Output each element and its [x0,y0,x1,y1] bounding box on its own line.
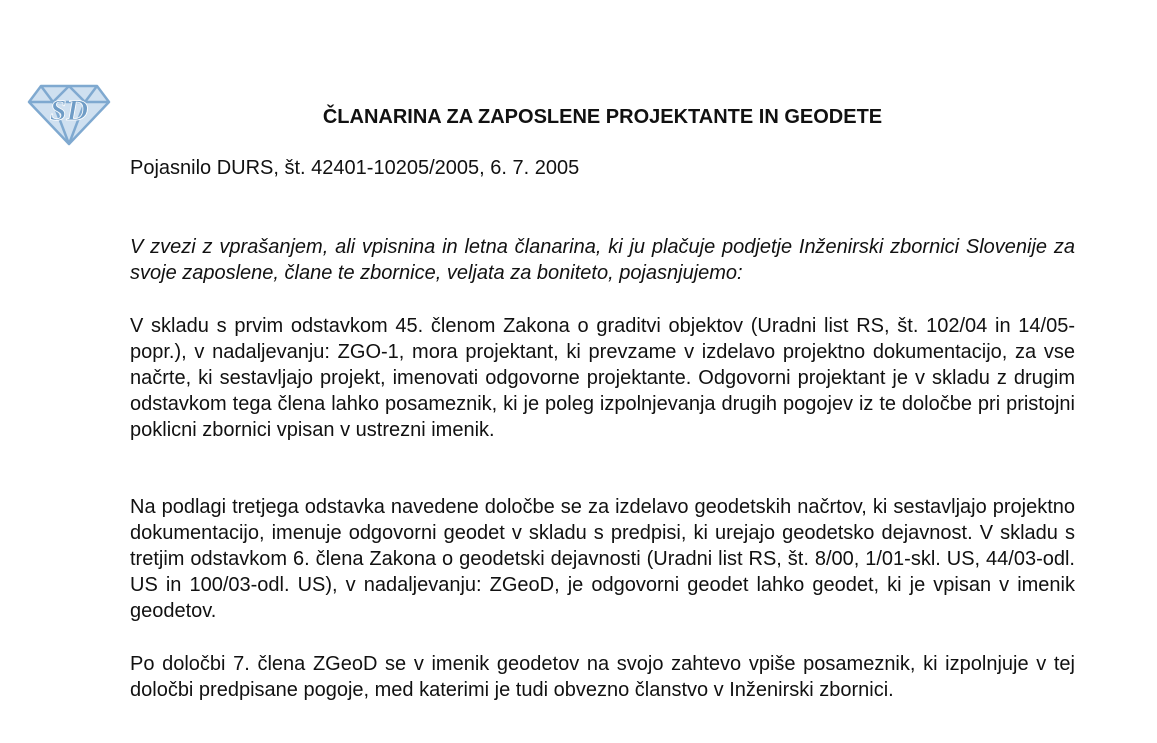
body-paragraph: Po določbi 7. člena ZGeoD se v imenik geodetov na svojo zahtevo vpiše posameznik, ki izpolnjuje v tej določbi predpisane pogoje, med katerimi je tudi obvezno članstvo v Inženirski zbornici. [130,653,1075,701]
intro-paragraph: V zvezi z vprašanjem, ali vpisnina in letna članarina, ki ju plačuje podjetje Inženirski zbornici Slovenije za svoje zaposlene, člane te zbornice, veljata za boniteto, pojasnjujemo: [130,236,1075,284]
body-paragraph: V skladu s prvim odstavkom 45. členom Zakona o graditvi objektov (Uradni list RS, št. 102/04 in 14/05-popr.), v nadaljevanju: ZGO-1, mora projektant, ki prevzame v izdelavo projektno dokumentacijo, za vse načrte, ki sestavljajo projekt, imenovati odgovorne projektante. Odgovorni projektant je v skladu z drugim odstavkom tega člena lahko posameznik, ki je poleg izpolnjevanja drugih pogojev iz te določbe pri pristojni poklicni zbornici vpisan v ustrezni imenik. [130,315,1075,441]
body-paragraph: Na podlagi tretjega odstavka navedene določbe se za izdelavo geodetskih načrtov, ki sestavljajo projektno dokumentacijo, imenuje odgovorni geodet v skladu s predpisi, ki urejajo geodetsko dejavnost. V skladu s tretjim odstavkom 6. člena Zakona o geodetski dejavnosti (Uradni list RS, št. 8/00, 1/01-skl. US, 44/03-odl. US in 100/03-odl. US), v nadaljevanju: ZGeoD, je odgovorni geodet lahko geodet, ki je vpisan v imenik geodetov. [130,496,1075,622]
document-reference: Pojasnilo DURS, št. 42401-10205/2005, 6. 7. 2005 [130,157,580,179]
document-title: ČLANARINA ZA ZAPOSLENE PROJEKTANTE IN GEODETE [322,106,883,128]
logo-lettering: SD [49,94,89,127]
diamond-logo-icon [27,78,111,148]
